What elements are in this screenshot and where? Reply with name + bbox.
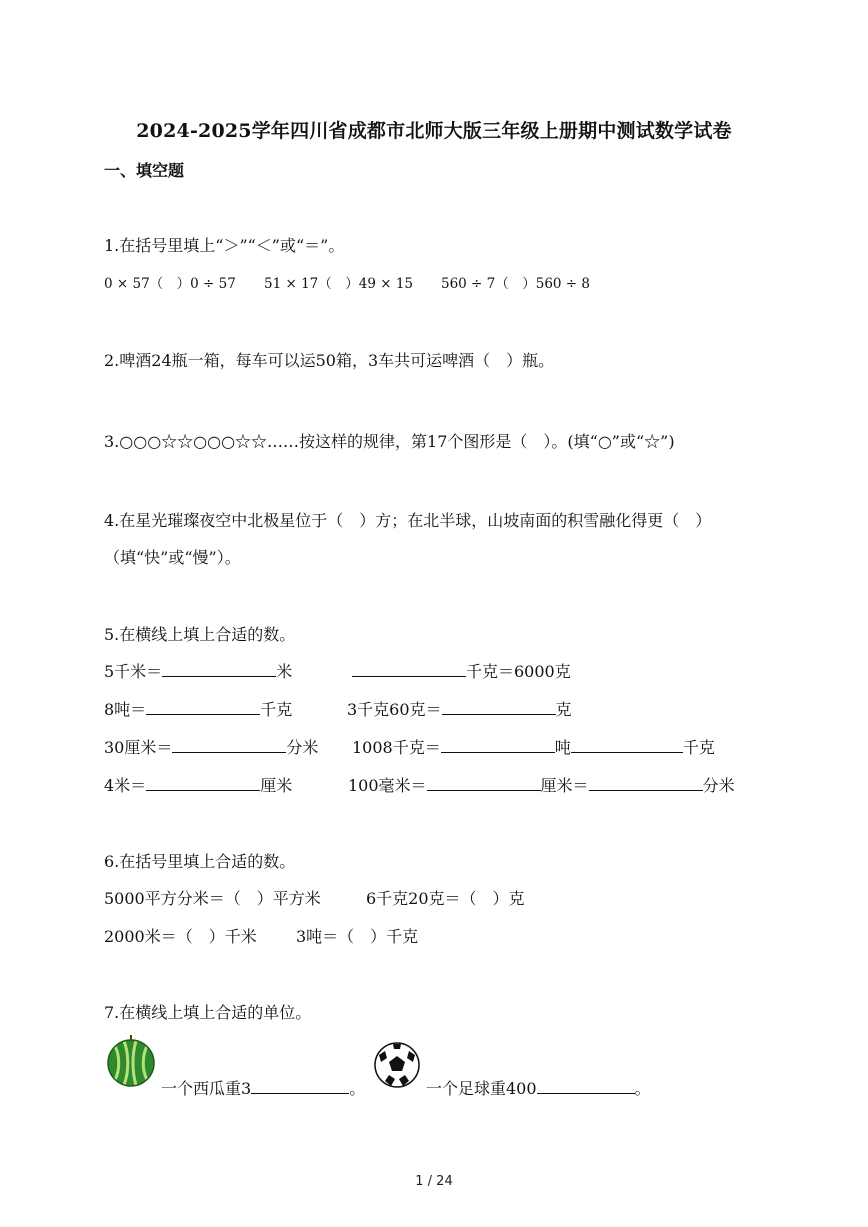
- q6-row-2-left: 2000米＝（ ）千米: [104, 927, 257, 946]
- answer-blank[interactable]: [589, 776, 703, 791]
- q5-r3b-mid: 吨: [554, 738, 571, 757]
- q5-row-3-left: [104, 735, 318, 758]
- answer-blank[interactable]: [427, 776, 541, 791]
- q5-r4b-pre: 100毫米＝: [348, 776, 427, 795]
- question-7: 7.在横线上填上合适的单位。: [104, 1003, 312, 1022]
- question-5: 5.在横线上填上合适的数。: [104, 625, 296, 644]
- question-3: 3.○○○☆☆○○○☆☆……按这样的规律，第17个图形是（ ）。(填“○”或“☆”): [104, 432, 675, 451]
- q5-r2a-pre: 8吨＝: [104, 700, 147, 719]
- question-1: 1.在括号里填上“＞”“＜”或“＝”。: [104, 236, 345, 255]
- q5-r3a-post: 分米: [286, 738, 319, 757]
- q7-a-post: 。: [349, 1079, 366, 1098]
- q7-b-pre: 一个足球重400: [426, 1079, 537, 1098]
- answer-blank[interactable]: [537, 1079, 635, 1094]
- q5-r2b-pre: 3千克60克＝: [347, 700, 442, 719]
- q5-row-4-left: [104, 773, 292, 796]
- watermelon-icon: [106, 1034, 156, 1088]
- q7-item-a: [161, 1076, 365, 1099]
- answer-blank[interactable]: [442, 700, 556, 715]
- answer-blank[interactable]: [352, 662, 466, 677]
- q5-r3b-post: 千克: [682, 738, 715, 757]
- q1-expr-1: 0 × 57（ ）0 ÷ 57: [104, 276, 236, 292]
- soccer-ball-icon: [373, 1041, 421, 1089]
- q5-row-4-right: [348, 773, 735, 796]
- q5-r3a-pre: 30厘米＝: [104, 738, 173, 757]
- q5-r1b-post: 千克＝6000克: [466, 662, 571, 681]
- answer-blank[interactable]: [162, 662, 276, 677]
- answer-blank[interactable]: [146, 700, 260, 715]
- q5-r4a-post: 厘米: [260, 776, 293, 795]
- answer-blank[interactable]: [571, 738, 683, 753]
- question-4-line-2: （填“快”或“慢”）。: [104, 548, 241, 567]
- q5-r4a-pre: 4米＝: [104, 776, 147, 795]
- page-number: 1 / 24: [415, 1174, 453, 1189]
- q5-r1a-post: 米: [276, 662, 293, 681]
- q6-row-1-left: 5000平方分米＝（ ）平方米: [104, 889, 321, 908]
- q5-row-2-right: [347, 697, 572, 720]
- question-4-line-1: 4.在星光璀璨夜空中北极星位于（ ）方；在北半球，山坡南面的积雪融化得更（ ）: [104, 511, 712, 530]
- q6-row-2-right: 3吨＝（ ）千克: [296, 927, 419, 946]
- section-heading: 一、填空题: [104, 161, 185, 180]
- q6-row-1-right: 6千克20克＝（ ）克: [366, 889, 525, 908]
- q7-b-post: 。: [634, 1079, 651, 1098]
- q5-row-2-left: [104, 697, 292, 720]
- q5-row-1-left: [104, 659, 292, 682]
- q5-r4b-mid: 厘米＝: [540, 776, 589, 795]
- q1-expr-3: 560 ÷ 7（ ）560 ÷ 8: [441, 276, 591, 292]
- q5-r4b-post: 分米: [702, 776, 735, 795]
- q5-r2b-post: 克: [555, 700, 572, 719]
- page-title: 2024-2025学年四川省成都市北师大版三年级上册期中测试数学试卷: [136, 120, 732, 142]
- q5-r3b-pre: 1008千克＝: [352, 738, 441, 757]
- answer-blank[interactable]: [172, 738, 286, 753]
- answer-blank[interactable]: [441, 738, 555, 753]
- q5-r2a-post: 千克: [260, 700, 293, 719]
- q5-row-3-right: [352, 735, 715, 758]
- answer-blank[interactable]: [146, 776, 260, 791]
- q5-r1a-pre: 5千米＝: [104, 662, 163, 681]
- q1-expr-2: 51 × 17（ ）49 × 15: [264, 276, 414, 292]
- q7-item-b: [426, 1076, 651, 1099]
- answer-blank[interactable]: [251, 1079, 349, 1094]
- question-2: 2.啤酒24瓶一箱，每车可以运50箱，3车共可运啤酒（ ）瓶。: [104, 351, 555, 370]
- q7-a-pre: 一个西瓜重3: [161, 1079, 252, 1098]
- q5-row-1-right: [352, 659, 571, 682]
- question-6: 6.在括号里填上合适的数。: [104, 852, 296, 871]
